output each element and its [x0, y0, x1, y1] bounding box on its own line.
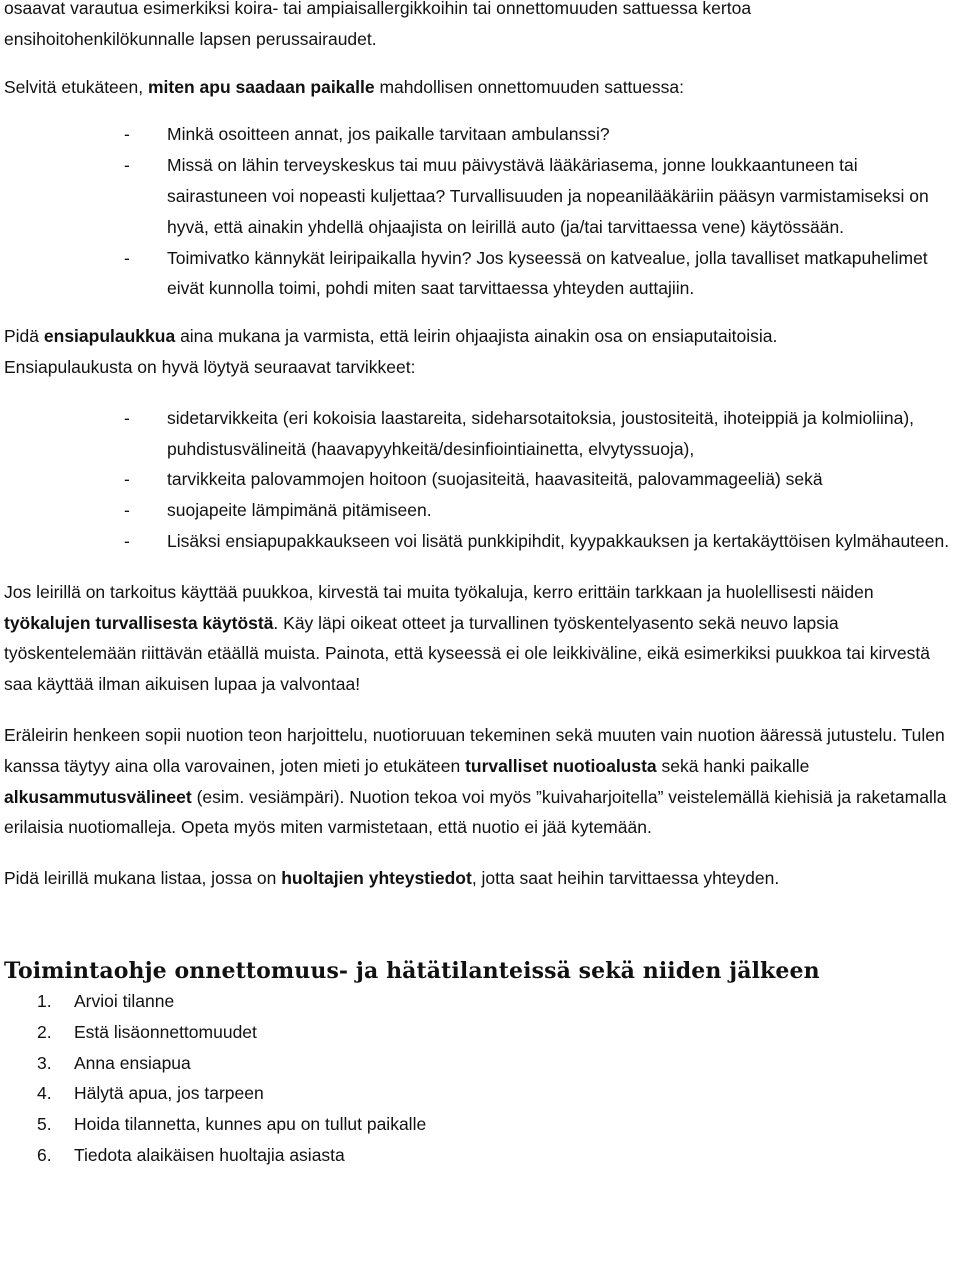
- list-item: 5. Hoida tilannetta, kunnes apu on tullut paikalle: [37, 1114, 427, 1135]
- first-aid-kit-emphasis: ensiapulaukkua: [43, 326, 176, 347]
- list-item: - Minkä osoitteen annat, jos paikalle tarvitaan ambulanssi?: [124, 124, 610, 145]
- intro-line-2: ensihoitohenkilökunnalle lapsen perussairaudet.: [4, 28, 377, 49]
- list-item: - suojapeite lämpimänä pitämiseen.: [124, 500, 432, 521]
- list-item: 2. Estä lisäonnettomuudet: [37, 1021, 257, 1042]
- list-item: - tarvikkeita palovammojen hoitoon (suojasiteitä, haavasiteitä, palovammageeliä) sekä: [124, 469, 823, 490]
- list-item: - sidetarvikkeita (eri kokoisia laastareita, sideharsotaitoksia, joustositeitä, ihoteippiä ja kolmioliina), puhdistusvälineitä (haavapyyhkeitä/desinfiointiainetta, elvytyssuoja),: [124, 407, 915, 459]
- first-aid-supplies-list: [4, 403, 954, 557]
- help-lead: Selvitä etukäteen, miten apu saadaan paikalle mahdollisen onnettomuuden sattuessa:: [4, 76, 684, 97]
- campfire-paragraph: Eräleirin henkeen sopii nuotion teon harjoittelu, nuotioruuan tekeminen sekä muuten vain nuotion ääressä jutustelu. Tulen kanssa täytyy aina olla varovainen, joten mieti jo etukäteen turvalliset nuotioalusta sekä hanki paikalle alkusammutusvälineet (esim. vesiämpäri). Nuotion tekoa voi myös ”kuivaharjoitella” veistelemällä kiehisiä ja raketamalla erilaisia nuotiomalleja. Opeta myös miten varmistetaan, että nuotio ei jää kytemään.: [4, 724, 947, 838]
- contacts-paragraph: Pidä leirillä mukana listaa, jossa on huoltajien yhteystiedot, jotta saat heihin tarvittaessa yhteyden.: [4, 868, 780, 889]
- help-lead-emphasis: miten apu saadaan paikalle: [147, 76, 375, 97]
- list-item: 1. Arvioi tilanne: [37, 990, 175, 1011]
- list-item: 4. Hälytä apua, jos tarpeen: [37, 1083, 264, 1104]
- tools-paragraph: Jos leirillä on tarkoitus käyttää puukkoa, kirvestä tai muita työkaluja, kerro erittäin tarkkaan ja huolellisesti näiden työkalujen turvallisesta käytöstä. Käy läpi oikeat otteet ja turvallinen työskentelyasento sekä neuvo lapsia työskentelemään riittävän etäällä muista. Painota, että kyseessä ei ole leikkiväline, eikä esimerkiksi puukkoa tai kirvestä saa käyttää ilman aikuisen lupaa ja valvontaa!: [4, 581, 931, 695]
- document-page: [4, 0, 954, 1171]
- tools-emphasis: työkalujen turvallisesta käytöstä: [4, 612, 274, 633]
- list-item: - Lisäksi ensiapupakkaukseen voi lisätä punkkipihdit, kyypakkauksen ja kertakäyttöisen kylmähauteen.: [124, 530, 950, 551]
- emergency-steps-list: [4, 986, 954, 1171]
- first-aid-paragraph: Pidä ensiapulaukkua aina mukana ja varmista, että leirin ohjaajista ainakin osa on ensiaputaitoisia. Ensiapulaukusta on hyvä löytyä seuraavat tarvikkeet:: [4, 326, 778, 377]
- guardian-contacts-emphasis: huoltajien yhteystiedot: [281, 868, 472, 889]
- help-checklist: [4, 119, 954, 304]
- intro-line-1: osaavat varautua esimerkiksi koira- tai ampiaisallergikkoihin tai onnettomuuden sattuessa kertoa: [4, 0, 752, 18]
- extinguisher-emphasis: alkusammutusvälineet: [4, 786, 192, 807]
- section-heading: Toimintaohje onnettomuus- ja hätätilanteissä sekä niiden jälkeen: [4, 957, 820, 984]
- list-item: - Toimivatko kännykät leiripaikalla hyvin? Jos kyseessä on katvealue, jolla tavalliset matkapuhelimet eivät kunnolla toimi, pohdi miten saat tarvittaessa yhteyden auttajiin.: [124, 247, 928, 299]
- intro-paragraph: [4, 0, 954, 55]
- list-item: - Missä on lähin terveyskeskus tai muu päivystävä lääkäriasema, jonne loukkaantuneen tai sairastuneen voi nopeasti kuljettaa? Turvallisuuden ja nopeanilääkäriin pääsyn varmistamiseksi on hyvä, että ainakin yhdellä ohjaajista on leirillä auto (ja/tai tarvittaessa vene) käytössään.: [124, 155, 929, 237]
- list-item: 6. Tiedota alaikäisen huoltajia asiasta: [37, 1144, 345, 1165]
- fire-base-emphasis: turvalliset nuotioalusta: [465, 755, 657, 776]
- list-item: 3. Anna ensiapua: [37, 1052, 191, 1073]
